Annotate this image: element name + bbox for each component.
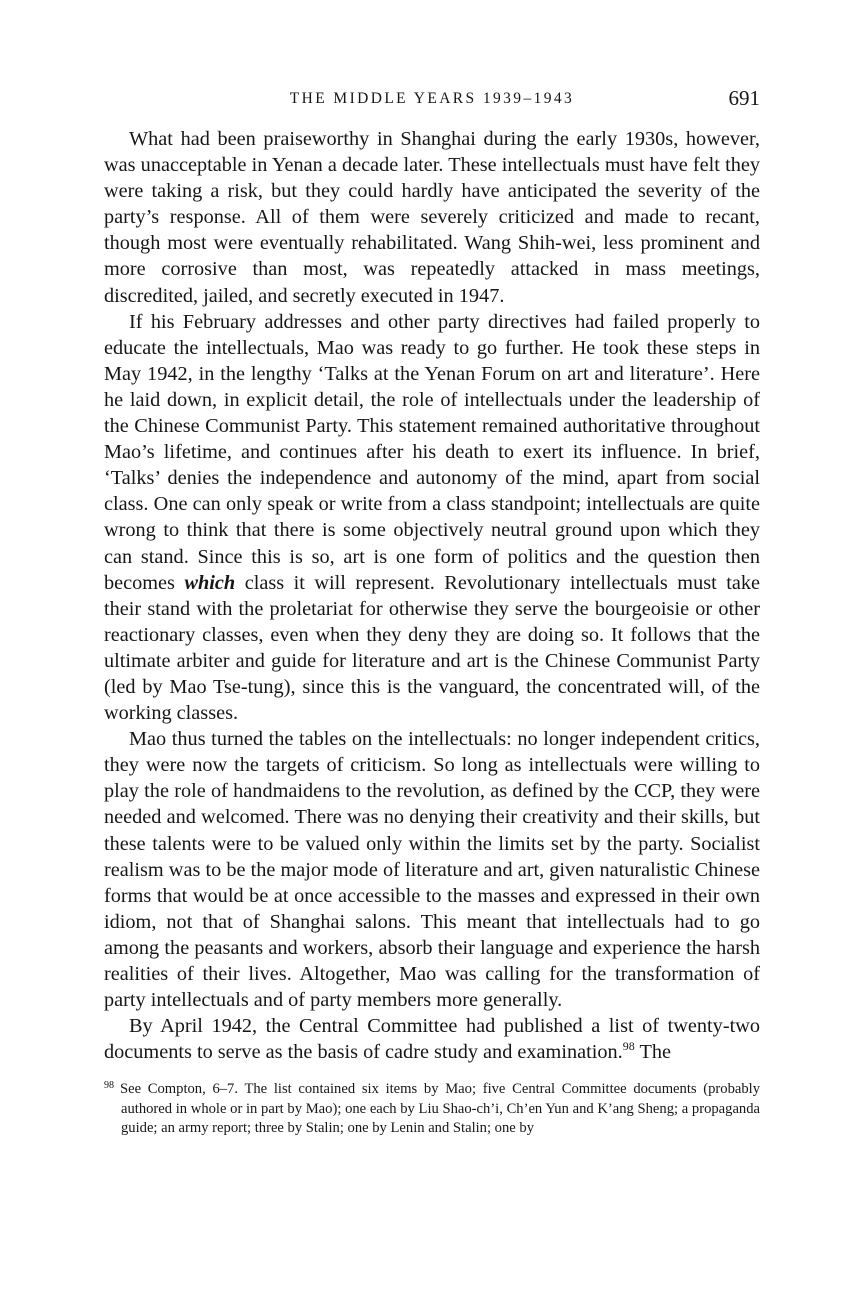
paragraph-2-text-a: If his February addresses and other party directives had failed properly to educate the intellectuals, Mao was ready to go further. He took these steps in May 1942, in the lengthy ‘Talks at the Yenan Forum on art and literature’. Here he laid down, in explicit detail, the role of intellectuals under the leadership of the Chinese Communist Party. This statement remained authoritative throughout Mao’s lifetime, and continues after his death to exert its influence. In brief, ‘Talks’ denies the independence and autonomy of the mind, apart from social class. One can only speak or write from a class standpoint; intellectuals are quite wrong to think that there is some objectively neutral ground upon which they can stand. Since this is so, art is one form of politics and the question then becomes [104, 310, 760, 594]
paragraph-2-text-b: class it will represent. Revolutionary intellectuals must take their stand with the proletariat for otherwise they serve the bourgeoisie or other reactionary classes, even when they deny they are doing so. It follows that the ultimate arbiter and guide for literature and art is the Chinese Communist Party (led by Mao Tse-tung), since this is the vanguard, the concentrated will, of the working classes. [104, 571, 761, 725]
running-title: THE MIDDLE YEARS 1939–1943 [289, 90, 575, 107]
running-head [104, 84, 760, 114]
page-number: 691 [728, 86, 760, 110]
book-page [104, 84, 760, 1139]
paragraph-2 [104, 309, 760, 727]
paragraph-4-text-b: The [639, 1041, 671, 1064]
paragraph-4-text-a: By April 1942, the Central Committee had published a list of twenty-two documents to serve as the basis of cadre study and examination. [104, 1015, 760, 1064]
paragraph-3: Mao thus turned the tables on the intellectuals: no longer independent critics, they were now the targets of criticism. So long as intellectuals were willing to play the role of handmaidens to the revolution, as defined by the CCP, they were needed and welcomed. There was no denying their creativity and their skills, but these talents were to be valued only within the limits set by the party. Socialist realism was to be the major mode of literature and art, given naturalistic Chinese forms that would be at once accessible to the masses and expressed in their own idiom, not that of Shanghai salons. This meant that intellectuals had to go among the peasants and workers, absorb their language and experience the harsh realities of their lives. Altogether, Mao was calling for the transformation of party intellectuals and of party members more generally. [104, 728, 760, 1012]
emphasis-which: which [184, 571, 236, 594]
footnote-mark: 98 [104, 1080, 114, 1092]
paragraph-1: What had been praiseworthy in Shanghai during the early 1930s, however, was unacceptable in Yenan a decade later. These intellectuals must have felt they were taking a risk, but they could hardly have anticipated the severity of the party’s response. All of them were severely criticized and made to recant, though most were eventually rehabilitated. Wang Shih-wei, less prominent and more corrosive than most, was repeatedly attacked in mass meetings, discredited, jailed, and secretly executed in 1947. [104, 128, 760, 307]
footnote-reference: 98 [622, 1039, 635, 1054]
paragraph-4 [104, 1013, 760, 1065]
footnote [104, 1080, 760, 1138]
footnote-text: See Compton, 6–7. The list contained six items by Mao; five Central Committee documents (probably authored in whole or in part by Mao); one each by Liu Shao-ch’i, Ch’en Yun and K’ang Sheng; a propaganda guide; an army report; three by Stalin; one by Lenin and Stalin; one by [120, 1081, 760, 1137]
